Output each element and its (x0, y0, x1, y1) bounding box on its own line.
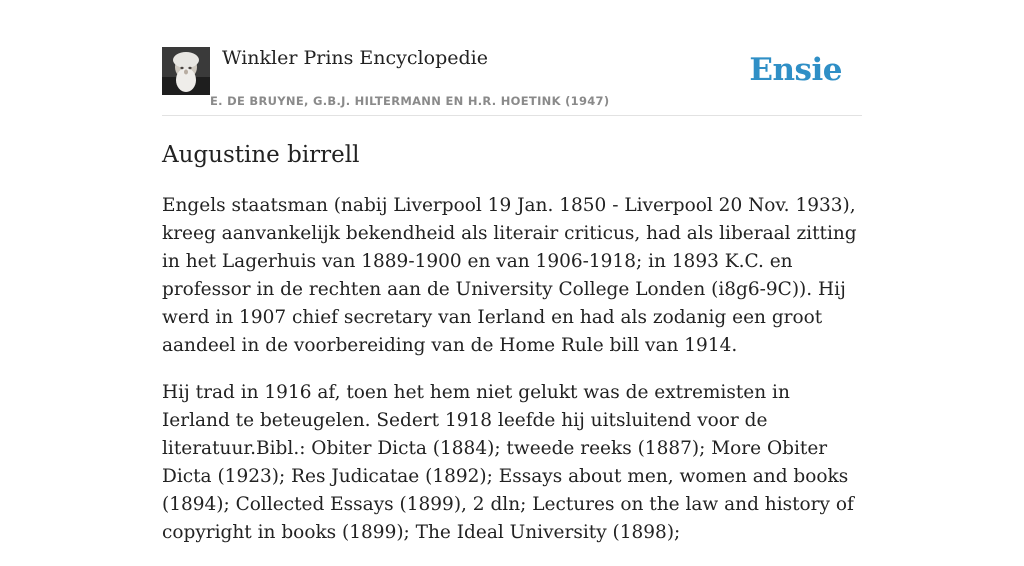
article-body (162, 192, 862, 566)
article-paragraph: Hij trad in 1916 af, toen het hem niet gelukt was de extremisten in Ierland te beteugelen. Sedert 1918 leefde hij uitsluitend voor de literatuur.Bibl.: Obiter Dicta (1884); tweede reeks (1887); More Obiter Dicta (1923); Res Judicatae (1892); Essays about men, women and books (1894); Collected Essays (1899), 2 dln; Lectures on the law and history of copyright in books (1899); The Ideal University (1898); (162, 382, 854, 543)
article-paragraph: Engels staatsman (nabij Liverpool 19 Jan. 1850 - Liverpool 20 Nov. 1933), kreeg aanvankelijk bekendheid als literair criticus, had als liberaal zitting in het Lagerhuis van 1889-1900 en van 1906-1918; in 1893 K.C. en professor in de rechten aan de University College Londen (i8g6-9C)). Hij werd in 1907 chief secretary van Ierland en had als zodanig een groot aandeel in de voorbereiding van de Home Rule bill van 1914. (162, 195, 857, 356)
article-title: Augustine birrell (162, 142, 360, 168)
site-title[interactable]: Winkler Prins Encyclopedie (222, 47, 488, 69)
brand-logo[interactable]: Ensie (749, 52, 842, 88)
author-avatar[interactable] (162, 47, 210, 95)
site-header (162, 0, 862, 116)
source-authors: E. DE BRUYNE, G.B.J. HILTERMANN EN H.R. HOETINK (1947) (210, 94, 610, 108)
content-container (162, 0, 862, 543)
avatar-portrait-image (162, 47, 210, 95)
